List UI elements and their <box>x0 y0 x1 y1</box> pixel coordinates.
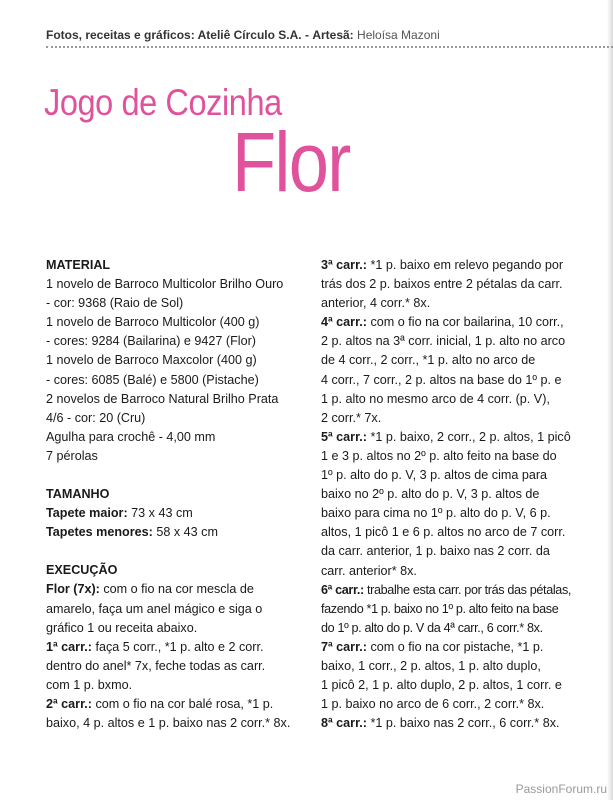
carr-label: 7ª carr.: <box>321 639 367 654</box>
instruction-line <box>321 638 571 657</box>
material-line: - cores: 9284 (Bailarina) e 9427 (Flor) <box>46 334 256 349</box>
instruction-line: fazendo *1 p. baixo no 1º p. alto feito na base <box>321 601 559 616</box>
instruction-line: dentro do anel* 7x, feche todas as carr. <box>46 658 266 673</box>
instruction-line: 1 p. baixo no arco de 6 corr., 2 corr.* 8x. <box>321 697 545 712</box>
instruction-line: com 1 p. bxmo. <box>46 677 133 692</box>
instruction-text: faça 5 corr., *1 p. alto e 2 corr. <box>95 639 264 654</box>
credits-text: Fotos, receitas e gráficos: Ateliê Círculo S.A. <box>46 28 302 42</box>
instruction-line <box>321 714 571 733</box>
execucao-heading: EXECUÇÃO <box>46 563 118 578</box>
instruction-line: 1 picô 2, 1 p. alto duplo, 2 p. altos, 1 corr. e <box>321 678 562 693</box>
instruction-text: com o fio na cor pistache, *1 p. <box>370 639 544 654</box>
instruction-line: 2 p. altos na 3ª corr. inicial, 1 p. alto no arco <box>321 334 566 349</box>
page-edge-shadow <box>607 0 613 800</box>
artesa-label: Artesã: <box>312 28 354 42</box>
instruction-line: anterior, 4 corr.* 8x. <box>321 296 431 311</box>
size-item <box>46 504 304 523</box>
left-column <box>46 256 304 733</box>
instruction-line: de 4 corr., 2 corr., *1 p. alto no arco de <box>321 353 536 368</box>
material-line: 7 pérolas <box>46 448 98 463</box>
carr-label: 1ª carr.: <box>46 639 92 654</box>
instruction-line: 1º p. alto do p. V, 3 p. altos de cima para <box>321 468 548 483</box>
material-line: 2 novelos de Barroco Natural Brilho Prata <box>46 391 279 406</box>
artesa-name: Heloísa Mazoni <box>357 28 440 42</box>
instruction-text: trabalhe esta carr. por trás das pétalas, <box>366 582 572 597</box>
instruction-line <box>321 313 571 332</box>
material-heading: MATERIAL <box>46 258 111 272</box>
instruction-line: do 1º p. alto do p. V da 4ª carr., 6 corr.* 8x. <box>321 620 543 635</box>
instruction-line: 1 e 3 p. altos no 2º p. alto feito na base do <box>321 448 557 463</box>
material-line: 1 novelo de Barroco Maxcolor (400 g) <box>46 353 257 368</box>
instruction-line: 1 p. alto no mesmo arco de 4 corr. (p. V), <box>321 391 550 406</box>
material-line: Agulha para crochê - 4,00 mm <box>46 429 216 444</box>
instruction-line: baixo para cima no 1º p. alto do p. V, 6 p. <box>321 506 551 521</box>
carr-label: 4ª carr.: <box>321 315 367 330</box>
instruction-line <box>321 256 571 275</box>
material-line: - cores: 6085 (Balé) e 5800 (Pistache) <box>46 372 259 387</box>
instruction-line <box>321 428 571 447</box>
material-line: 4/6 - cor: 20 (Cru) <box>46 410 146 425</box>
instruction-line: amarelo, faça um anel mágico e siga o <box>46 601 263 616</box>
material-line: 1 novelo de Barroco Multicolor (400 g) <box>46 315 260 330</box>
instruction-text: com o fio na cor bailarina, 10 corr., <box>370 315 564 330</box>
material-line: 1 novelo de Barroco Multicolor Brilho Ouro <box>46 277 284 292</box>
carr-label: 6ª carr.: <box>321 582 364 597</box>
dotted-divider <box>46 46 613 48</box>
size-value: 58 x 43 cm <box>156 525 218 540</box>
instruction-text: com o fio na cor mescla de <box>103 582 254 597</box>
instruction-text: *1 p. baixo nas 2 corr., 6 corr.* 8x. <box>370 716 560 731</box>
carr-label: 2ª carr.: <box>46 696 92 711</box>
size-label: Tapete maior: <box>46 506 128 521</box>
instruction-line: da carr. anterior, 1 p. baixo nas 2 corr. da <box>321 544 550 559</box>
instruction-line <box>46 580 304 599</box>
instruction-line: baixo, 4 p. altos e 1 p. baixo nas 2 corr.* 8x. <box>46 716 291 731</box>
instruction-line: trás dos 2 p. baixos entre 2 pétalas da carr. <box>321 277 563 292</box>
carr-label: 8ª carr.: <box>321 716 367 731</box>
watermark: PassionForum.ru <box>515 782 607 796</box>
credits-separator: - <box>304 28 309 42</box>
instruction-line <box>46 695 304 714</box>
tamanho-heading: TAMANHO <box>46 487 110 502</box>
carr-label: 5ª carr.: <box>321 429 367 444</box>
instruction-line: carr. anterior* 8x. <box>321 563 417 578</box>
size-value: 73 x 43 cm <box>131 506 193 521</box>
carr-label: 3ª carr.: <box>321 258 367 272</box>
size-item <box>46 523 304 542</box>
instruction-text: com o fio na cor balé rosa, *1 p. <box>95 696 274 711</box>
instruction-line <box>46 638 304 657</box>
instruction-text: *1 p. baixo, 2 corr., 2 p. altos, 1 picô <box>370 429 571 444</box>
instruction-line: baixo, 1 corr., 2 p. altos, 1 p. alto duplo, <box>321 658 541 673</box>
instruction-line: baixo no 2º p. alto do p. V, 3 p. altos de <box>321 487 540 502</box>
title-line2: Flor <box>232 115 350 209</box>
title-line1: Jogo de Cozinha <box>44 82 282 123</box>
material-line: - cor: 9368 (Raio de Sol) <box>46 296 184 311</box>
instruction-line <box>321 581 571 600</box>
instruction-line: 2 corr.* 7x. <box>321 410 382 425</box>
credits-header <box>46 28 613 42</box>
instruction-line: altos, 1 picô 1 e 6 p. altos no arco de 7 corr. <box>321 525 566 540</box>
instruction-text: *1 p. baixo em relevo pegando por <box>370 258 564 272</box>
flor-label: Flor (7x): <box>46 582 100 597</box>
instruction-line: 4 corr., 7 corr., 2 p. altos na base do 1º p. e <box>321 372 562 387</box>
right-column <box>321 256 571 733</box>
size-label: Tapetes menores: <box>46 525 153 540</box>
instruction-line: gráfico 1 ou receita abaixo. <box>46 620 198 635</box>
